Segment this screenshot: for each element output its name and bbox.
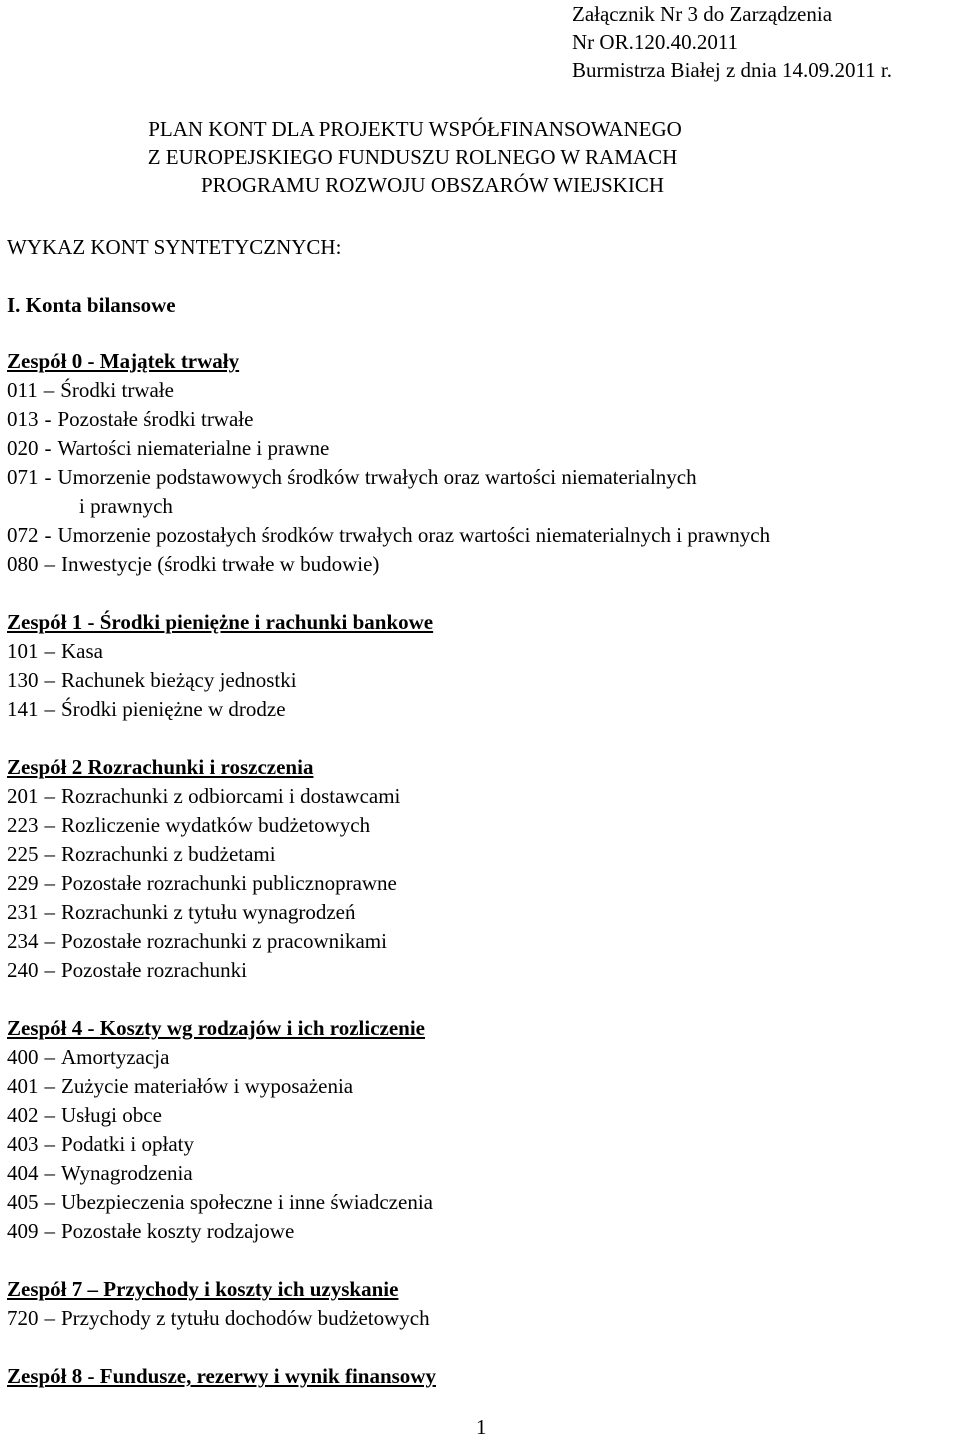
account-name: Kasa [61, 639, 103, 663]
account-row [7, 1072, 952, 1101]
account-separator: – [44, 871, 55, 895]
account-row [7, 1159, 952, 1188]
account-name: Pozostałe rozrachunki publicznoprawne [61, 871, 397, 895]
account-row [7, 666, 952, 695]
account-name: Środki pieniężne w drodze [61, 697, 286, 721]
account-row [7, 811, 952, 840]
account-code: 225 [7, 842, 39, 866]
account-code: 231 [7, 900, 39, 924]
account-separator: - [44, 465, 52, 489]
account-name: Rozrachunki z tytułu wynagrodzeń [61, 900, 356, 924]
account-row [7, 550, 952, 579]
account-code: 223 [7, 813, 39, 837]
account-code: 141 [7, 697, 39, 721]
account-separator: – [44, 929, 55, 953]
account-code: 101 [7, 639, 39, 663]
account-group [7, 1014, 952, 1246]
account-separator: – [44, 1190, 55, 1214]
account-row [7, 840, 952, 869]
account-code: 130 [7, 668, 39, 692]
account-code: 013 [7, 407, 39, 431]
account-name: Rozrachunki z budżetami [61, 842, 276, 866]
account-name: Rozrachunki z odbiorcami i dostawcami [61, 784, 401, 808]
annex-line: Burmistrza Białej z dnia 14.09.2011 r. [572, 58, 892, 82]
account-name: Przychody z tytułu dochodów budżetowych [61, 1306, 430, 1330]
account-row [7, 1130, 952, 1159]
account-separator: - [44, 523, 52, 547]
account-separator: – [44, 639, 55, 663]
account-row [7, 376, 952, 405]
account-separator: – [44, 552, 55, 576]
account-code: 401 [7, 1074, 39, 1098]
account-row [7, 1101, 952, 1130]
account-group [7, 1362, 952, 1391]
account-separator: – [44, 1103, 55, 1127]
account-name: Wartości niematerialne i prawne [57, 436, 330, 460]
account-code: 229 [7, 871, 39, 895]
account-separator: – [44, 1074, 55, 1098]
account-code: 403 [7, 1132, 39, 1156]
account-row [7, 898, 952, 927]
account-separator: – [44, 697, 55, 721]
account-name-continuation: i prawnych [79, 494, 173, 518]
account-row [7, 637, 952, 666]
account-group [7, 608, 952, 724]
account-row [7, 927, 952, 956]
account-separator: – [44, 1306, 55, 1330]
account-separator: – [44, 842, 55, 866]
account-row [7, 1188, 952, 1217]
account-name: Pozostałe rozrachunki [61, 958, 248, 982]
list-heading: WYKAZ KONT SYNTETYCZNYCH: [7, 235, 342, 259]
document-title [0, 115, 960, 199]
account-name: Usługi obce [61, 1103, 162, 1127]
annex-line: Załącznik Nr 3 do Zarządzenia [572, 2, 833, 26]
account-code: 240 [7, 958, 39, 982]
account-separator: – [44, 1161, 55, 1185]
account-row [7, 434, 952, 463]
account-code: 720 [7, 1306, 39, 1330]
title-line: PROGRAMU ROZWOJU OBSZARÓW WIEJSKICH [200, 173, 664, 197]
account-name: Amortyzacja [61, 1045, 170, 1069]
account-code: 020 [7, 436, 39, 460]
account-name: Wynagrodzenia [61, 1161, 193, 1185]
group-title: Zespół 0 - Majątek trwały [7, 349, 240, 373]
account-code: 404 [7, 1161, 39, 1185]
account-name: Umorzenie podstawowych środków trwałych oraz wartości niematerialnych [57, 465, 697, 489]
annex-note [572, 0, 952, 84]
account-name: Pozostałe koszty rodzajowe [61, 1219, 295, 1243]
account-group [7, 347, 952, 579]
account-name: Środki trwałe [60, 378, 174, 402]
title-line: Z EUROPEJSKIEGO FUNDUSZU ROLNEGO W RAMACH [147, 145, 678, 169]
account-groups [7, 347, 952, 1420]
account-separator: – [43, 378, 55, 402]
account-code: 402 [7, 1103, 39, 1127]
account-name: Umorzenie pozostałych środków trwałych oraz wartości niematerialnych i prawnych [57, 523, 771, 547]
group-title: Zespół 4 - Koszty wg rodzajów i ich rozliczenie [7, 1016, 425, 1040]
account-name: Zużycie materiałów i wyposażenia [61, 1074, 354, 1098]
account-row [7, 463, 952, 492]
account-name: Rachunek bieżący jednostki [61, 668, 297, 692]
account-separator: – [44, 900, 55, 924]
account-separator: – [44, 784, 55, 808]
account-name: Ubezpieczenia społeczne i inne świadczenia [61, 1190, 433, 1214]
account-row [7, 521, 952, 550]
account-code: 405 [7, 1190, 39, 1214]
account-name: Pozostałe środki trwałe [57, 407, 254, 431]
account-code: 234 [7, 929, 39, 953]
account-separator: - [44, 436, 52, 460]
account-group [7, 1275, 952, 1333]
account-separator: – [44, 813, 55, 837]
account-code: 201 [7, 784, 39, 808]
section-title: I. Konta bilansowe [7, 293, 176, 317]
account-row [7, 1217, 952, 1246]
account-code: 071 [7, 465, 39, 489]
account-code: 080 [7, 552, 39, 576]
account-separator: – [44, 1219, 55, 1243]
account-name: Pozostałe rozrachunki z pracownikami [61, 929, 387, 953]
title-line: PLAN KONT DLA PROJEKTU WSPÓŁFINANSOWANEGO [148, 117, 682, 141]
account-group [7, 753, 952, 985]
account-code: 072 [7, 523, 39, 547]
account-row [7, 869, 952, 898]
account-row [7, 405, 952, 434]
account-name: Rozliczenie wydatków budżetowych [61, 813, 371, 837]
account-separator: - [44, 407, 52, 431]
account-name: Podatki i opłaty [61, 1132, 194, 1156]
group-title: Zespół 2 Rozrachunki i roszczenia [7, 755, 314, 779]
group-title: Zespół 7 – Przychody i koszty ich uzyskanie [7, 1277, 399, 1301]
account-code: 400 [7, 1045, 39, 1069]
account-separator: – [44, 1045, 55, 1069]
account-row [7, 1043, 952, 1072]
account-separator: – [44, 668, 55, 692]
group-title: Zespół 1 - Środki pieniężne i rachunki bankowe [7, 610, 434, 634]
account-row [7, 956, 952, 985]
account-separator: – [44, 1132, 55, 1156]
account-code: 409 [7, 1219, 39, 1243]
account-name: Inwestycje (środki trwałe w budowie) [61, 552, 380, 576]
account-code: 011 [7, 378, 38, 402]
page-number: 1 [476, 1415, 487, 1439]
account-row [7, 1304, 952, 1333]
account-row [7, 695, 952, 724]
group-title: Zespół 8 - Fundusze, rezerwy i wynik finansowy [7, 1364, 436, 1388]
account-row [7, 782, 952, 811]
account-separator: – [44, 958, 55, 982]
annex-line: Nr OR.120.40.2011 [572, 30, 739, 54]
